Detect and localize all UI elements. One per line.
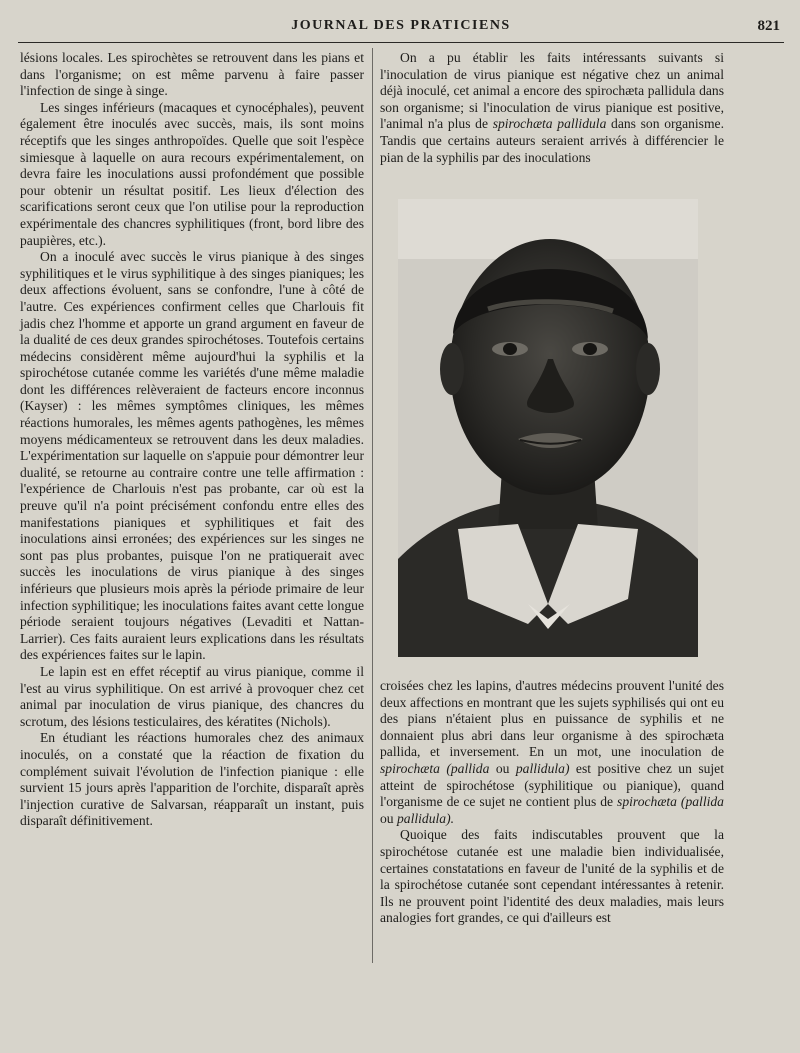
paragraph: Le lapin est en effet réceptif au virus pianique, comme il l'est au virus syphilitique. On est arrivé à provoquer chez cet animal par inoculation de virus pianique, des chancres du scrotum, des lésions testiculaires, des kératites (Nichols). bbox=[20, 663, 364, 729]
paragraph: En étudiant les réactions humorales chez des animaux inoculés, on a constaté que la réaction de fixation du complément suivait l'évolution de l'infection pianique : elle survient 15 jours après l'apparition de l'orchite, disparaît après l'injection curative de Salvarsan, réapparaît un instant, puis disparaît définitivement. bbox=[20, 730, 364, 829]
paragraph: Quoique des faits indiscutables prouvent que la spirochétose cutanée est une maladie bien individualisée, certaines constatations en faveur de l'unité de la syphilis et de la spirochétose cutanée sont cependant intéressantes à retenir. Ils ne prouvent point l'identité des deux maladies, mais leurs analogies fort grandes, ce qui d'ailleurs est bbox=[380, 827, 724, 926]
italic-term: spirochæta (pallida bbox=[617, 794, 724, 810]
paragraph bbox=[380, 50, 724, 166]
text-run: est positive chez un sujet atteint de spirochétose (syphilitique ou pianique), quand l'organisme de ce sujet ne contient plus de bbox=[380, 760, 724, 810]
page-number: 821 bbox=[757, 18, 780, 34]
italic-term: spirochæta (pallida bbox=[380, 760, 490, 776]
paragraph bbox=[380, 678, 724, 827]
journal-title: JOURNAL DES PRATICIENS bbox=[291, 18, 511, 33]
paragraph: lésions locales. Les spirochètes se retrouvent dans les pians et dans l'organisme; on est même parvenu à faire passer l'infection de singe à singe. bbox=[20, 50, 364, 99]
italic-term: pallidula) bbox=[515, 760, 570, 776]
text-run: On a pu établir les faits intéressants suivants si l'inoculation de virus pianique est négative chez un animal déjà inoculé, cet animal a encore des spirochæta pallidula dans son organisme; si l'inoculation de virus pianique est positive, l'animal n'a plus de bbox=[380, 50, 724, 132]
column-divider bbox=[372, 48, 373, 963]
paragraph: Les singes inférieurs (macaques et cynocéphales), peuvent également être inoculés avec succès, mais, ils sont moins réceptifs que les singes anthropoïdes. Quelle que soit l'espèce simiesque à laquelle on aura recours expérimentalement, on devra faire les inoculations aussi profondément que possible pour obtenir un résultat positif. Les lieux d'élection des scarifications seront ceux que l'on utilise pour la reproduction expérimentale des chancres syphilitiques (front, bord libre des paupières, etc.). bbox=[20, 99, 364, 248]
text-run: ou bbox=[489, 760, 516, 776]
italic-term: pallidula). bbox=[397, 810, 455, 826]
text-run: dans son organisme. Tandis que certains auteurs seraient arrivés à différencier le pian de la syphilis par des inoculations bbox=[380, 116, 724, 165]
italic-term: spirochæta pallidula bbox=[492, 116, 607, 132]
paragraph: On a inoculé avec succès le virus pianique à des singes syphilitiques et le virus syphilitique à des singes pianiques; les deux affections évoluent, sans se confondre, l'une à côté de l'autre. Ces expériences confirment celles que Charlouis fit jadis chez l'homme et apporte un grand argument en faveur de la dualité de ces deux grandes spirochétoses. Toutefois certains médecins considèrent même aujourd'hui la syphilis et la spirochétose cutanée comme les variétés d'une même maladie dont les différences relèveraient de facteurs encore inconnus (Kayser) : les mêmes symptômes cliniques, les mêmes réactions humorales, les mêmes agents pathogènes, les mêmes moyens médicamenteux se retrouvent dans les deux maladies. L'expérimentation sur laquelle on s'appuie pour démontrer leur dualité, se retourne au contraire contre une telle affirmation : l'expérience de Charlouis n'est pas probante, car où est la preuve qu'il n'a point précisément confondu entre elles des manifestations pianiques et syphilitiques et fait des inoculations ainsi erronées; des expériences sur les singes ne sont pas plus probantes, puisque l'on ne pratiquerait avec succès les inoculations de virus pianique à des singes inférieurs que plusieurs mois après la période primaire de leur infection syphilitique; les inoculations faites avant cette longue période seraient toujours négatives (Levaditi et Nattan-Larrier). Ces faits auraient leurs explications dans les résultats des expériences faites sur le lapin. bbox=[20, 249, 364, 663]
portrait-image bbox=[398, 199, 698, 657]
patient-photograph bbox=[398, 199, 698, 657]
text-run: croisées chez les lapins, d'autres médecins prouvent l'unité des deux affections en montrant que les sujets syphilisés qui ont eu des pians n'étaient plus en puissance de syphilis et ne donnaient plus abri dans leur organisme à des spirochæta pallida, et inversement. En un mot, une inoculation de bbox=[380, 678, 724, 760]
right-column-bottom bbox=[380, 678, 724, 927]
left-column bbox=[20, 50, 364, 830]
text-run: ou bbox=[380, 810, 397, 826]
running-header bbox=[18, 8, 784, 43]
right-column-top bbox=[380, 50, 724, 166]
